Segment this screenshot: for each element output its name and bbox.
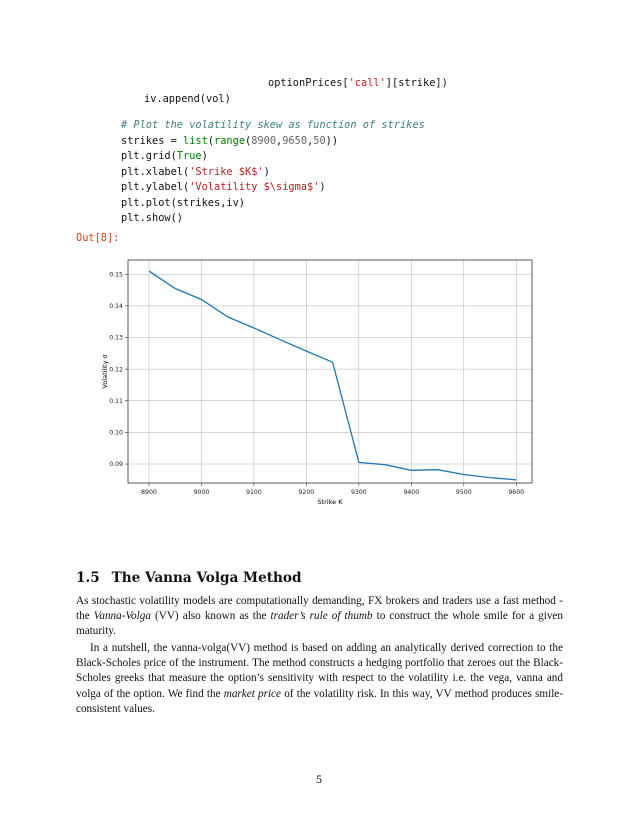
text-run: to construct the whole smile for a given maturity. (76, 610, 563, 638)
y-tick-label: 0.12 (109, 366, 123, 374)
code-comment: # Plot the volatility skew as function of strikes (121, 119, 425, 131)
section-title: The Vanna Volga Method (111, 570, 302, 586)
code-token: ][strike]) (385, 77, 448, 89)
code-line-xlabel (121, 165, 270, 180)
text-run: of the volatility risk. In this way, VV method produces smile-consistent values. (76, 687, 563, 715)
text-run: (VV) also known as the (150, 610, 271, 623)
code-token: , (276, 134, 283, 147)
code-token: ( (207, 134, 215, 147)
y-tick-label: 0.14 (109, 303, 123, 311)
code-line-ylabel (121, 180, 326, 195)
text-run: In a nutshell, the vanna-volga(VV) method is based on adding an analytically derived correction to the Black-Scholes price of the instrument. The method constructs a hedging portfolio that zeroes out the Black-Scholes greeks that measure the option’s sensitivity with respect to the volatility i.e. the vega, vanna and volga of the option. We find the (76, 642, 563, 700)
code-line-call (268, 76, 448, 91)
output-prompt: Out[8]: (76, 232, 120, 244)
code-token: ( (245, 134, 252, 147)
x-tick-label: 9200 (298, 489, 315, 496)
code-string: 'Volatility $\sigma$' (189, 181, 320, 193)
emphasis: market price (223, 687, 281, 700)
code-token: plt.grid( (121, 150, 177, 162)
code-token: ) (263, 165, 270, 178)
series-line (149, 271, 516, 480)
code-number: 8900 (251, 134, 277, 147)
x-tick-label: 9300 (350, 489, 367, 496)
y-tick-label: 0.15 (109, 271, 123, 279)
code-string: 'call' (348, 77, 386, 89)
paragraph-2 (76, 641, 563, 717)
text-run: As stochastic volatility models are computationally demanding, FX brokers and traders use a fast method - the (76, 595, 563, 623)
code-number: 9650 (282, 134, 308, 147)
emphasis: Vanna-Volga (93, 610, 151, 623)
code-builtin: range (214, 134, 246, 147)
y-tick-label: 0.09 (109, 461, 123, 469)
code-line-plot: plt.plot(strikes,iv) (121, 196, 245, 209)
x-tick-label: 9400 (403, 489, 420, 496)
code-builtin: list (183, 134, 208, 147)
x-tick-label: 9000 (193, 489, 210, 496)
x-tick-label: 9100 (246, 489, 262, 496)
code-token: )) (325, 134, 339, 147)
x-tick-label: 9600 (508, 489, 525, 496)
code-token: ) (201, 150, 208, 162)
x-tick-label: 8900 (141, 489, 157, 496)
section-heading (76, 570, 301, 586)
code-token: plt.ylabel( (121, 181, 190, 193)
section-number: 1.5 (76, 570, 100, 586)
y-axis-label: Volatility σ (101, 354, 109, 389)
y-tick-label: 0.13 (109, 334, 123, 342)
code-token: plt.xlabel( (121, 165, 190, 178)
code-token: optionPrices[ (268, 77, 349, 89)
code-token: strikes = (121, 134, 183, 147)
code-number: 50 (313, 134, 326, 147)
paragraph-1 (76, 594, 563, 640)
code-builtin: True (176, 150, 202, 162)
volatility-skew-chart (100, 252, 545, 514)
y-tick-label: 0.11 (109, 397, 123, 405)
x-axis-label: Strike K (317, 498, 343, 506)
code-token: , (307, 134, 314, 147)
page-number: 5 (316, 772, 322, 786)
code-line-strikes (121, 134, 338, 149)
code-token: ) (319, 181, 326, 193)
code-line-append: iv.append(vol) (144, 93, 231, 105)
y-tick-label: 0.10 (109, 429, 123, 437)
code-string: 'Strike $K$' (189, 165, 264, 178)
code-line-show: plt.show() (121, 212, 183, 224)
emphasis: trader’s rule of thumb (270, 610, 373, 623)
code-line-grid (121, 149, 208, 164)
x-tick-label: 9500 (455, 489, 472, 496)
